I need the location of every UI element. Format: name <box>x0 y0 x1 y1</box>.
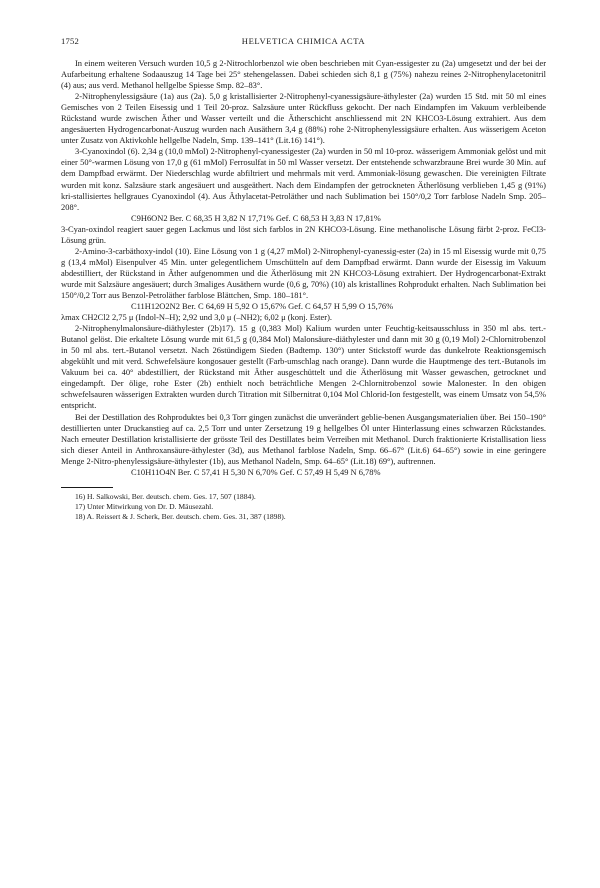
elemental-analysis-amino-indol: C11H12O2N2 Ber. C 64,69 H 5,92 O 15,67% Gef. C 64,57 H 5,99 O 15,76% <box>131 301 394 312</box>
footnotes <box>61 492 546 522</box>
paragraph-cyanoxindol-properties: 3-Cyan-oxindol reagiert sauer gegen Lackmus und löst sich farblos in 2N KHCO3-Lösung. Eine methanolische Lösung färbt 2-proz. FeCl3-Lösung grün. <box>61 223 546 245</box>
paragraph-malonsaeure-diaethylester: 2-Nitrophenylmalonsäure-diäthylester (2b)17). 15 g (0,383 Mol) Kalium wurden unter Feuchtig-keitsausschluss in 350 ml abs. tert.-Butanol gelöst. Die erkaltete Lösung wurde mit 61,5 g (0,384 Mol) Malonsäure-diäthylester und dann mit 30 g (0,19 Mol) 2-Chlornitrobenzol in 50 ml abs. tert.-Butanol versetzt. Nach 26stündigem Sieden (Badtemp. 130°) unter Stickstoff wurde das dunkelrote Reaktionsgemisch abgekühlt und mit verd. Schwefelsäure kongosauer gestellt (Farb-umschlag nach orange). Dann wurde die Hauptmenge des tert.-Butanols im Vakuum bei ca. 40° abdestilliert, der Rückstand mit Äther ausgeschüttelt und die Ätherlösung mit Wasser gewaschen, getrocknet und eingedampft. Der ölige, rohe Ester (2b) enthielt noch beträchtliche Mengen 2-Chlornitrobenzol sowie Malonester. In den obigen schwefelsauren wässerigen Extrakten wurden durch Titration mit Silbernitrat 0,104 Mol Chlorid-Ion festgestellt, was einem Umsatz von 54,5% entspricht. <box>61 323 546 411</box>
ir-data-line: λmax CH2Cl2 2,75 μ (Indol-N–H); 2,92 und 3,0 μ (–NH2); 6,02 μ (konj. Ester). <box>61 312 332 323</box>
paragraph-cyanoxindol: 3-Cyanoxindol (6). 2,34 g (10,0 mMol) 2-Nitrophenyl-cyanessigester (2a) wurden in 50 ml 10-proz. wässerigem Ammoniak gelöst und mit einer 50°-warmen Lösung von 17,0 g (61 mMol) Ferrosulfat in 50 ml Wasser versetzt. Der entstehende schwarzbraune Brei wurde 30 Min. auf dem Dampfbad erwärmt. Der Niederschlag wurde abfiltriert und mehrmals mit verd. Ammoniak-lösung gewaschen. Die vereinigten Filtrate wurden mit konz. Salzsäure stark angesäuert und ausgeäthert. Nach dem Eindampfen der getrockneten Ätherlösung verblieben 1,45 g (91%) kri-stallisiertes hellgraues Cyanoxindol (4). Aus Äthylacetat-Petroläther und nach Sublimation bei 150°/0,2 Torr farblose Nadeln Smp. 205–208°. <box>61 146 546 212</box>
article-body <box>61 58 546 478</box>
elemental-analysis-cyanoxindol: C9H6ON2 Ber. C 68,35 H 3,82 N 17,71% Gef. C 68,53 H 3,83 N 17,81% <box>131 212 381 223</box>
page-number: 1752 <box>61 36 79 46</box>
footnote-rule <box>61 487 113 488</box>
footnote-17: 17) Unter Mitwirkung von Dr. D. Mäusezahl. <box>75 501 214 511</box>
running-header <box>61 36 546 50</box>
paragraph-amino-carbaethoxy-indol: 2-Amino-3-carbäthoxy-indol (10). Eine Lösung von 1 g (4,27 mMol) 2-Nitrophenyl-cyanessig-ester (2a) in 15 ml Eisessig wurde mit 0,75 g (13,4 mMol) Eisenpulver 45 Min. unter gelegentlichem Umschütteln auf dem Dampfbad erwärmt. Dann wurde der Eisessig im Vakuum abdestilliert, der Rückstand in Äther aufgenommen und die Ätherlösung mit 2N KHCO3-Lösung extrahiert. Der Hydrogencarbonat-Extrakt wurde mit Salzsäure angesäuert; durch 3maliges Ausäthern wurde (0,6 g, 70%) (10) als kristallines Rohprodukt erhalten. Nach Sublimation bei 150°/0,2 Torr aus Benzol-Petroläther farblose Blättchen, Smp. 180–181°. <box>61 245 546 300</box>
footnote-16: 16) H. Salkowski, Ber. deutsch. chem. Ges. 17, 507 (1884). <box>75 491 256 501</box>
elemental-analysis-ester: C10H11O4N Ber. C 57,41 H 5,30 N 6,70% Gef. C 57,49 H 5,49 N 6,78% <box>131 466 381 477</box>
paragraph-nitrophenylacetonitril: In einem weiteren Versuch wurden 10,5 g 2-Nitrochlorbenzol wie oben beschrieben mit Cyan-essigester zu (2a) umgesetzt und der bei der Aufarbeitung erhaltene Sodaauszug 14 Tage bei 25° stehengelassen. Dabei schieden sich 8,1 g (75%) nahezu reines 2-Nitrophenylacetonitril (4) aus; aus verd. Methanol hellgelbe Spiesse Smp. 82–83°. <box>61 58 546 91</box>
page <box>61 36 546 522</box>
footnote-18: 18) A. Reissert & J. Scherk, Ber. deutsch. chem. Ges. 31, 387 (1898). <box>75 511 286 521</box>
paragraph-destillation: Bei der Destillation des Rohproduktes bei 0,3 Torr gingen zunächst die unverändert geblie-benen Ausgangsmaterialien über. Bei 150–190° destillierten unter Druckanstieg auf ca. 2,5 Torr und unter Zersetzung 19 g hellgelbes Öl unter Hinterlassung eines schwarzen Rückstandes. Nach erneuter Destillation kristallisierte der grösste Teil des Destillates beim Verreiben mit Methanol. Durch fraktionierte Kristallisation liess sich dieser Anteil in Anthroxansäure-äthylester (3d), aus Methanol farblose Nadeln, Smp. 66–67° (Lit.6) 64–65°) sowie in eine geringere Menge 2-Nitro-phenylessigsäure-äthylester (1b), aus Methanol Nadeln, Smp. 64–65° (Lit.18) 69°), auftrennen. <box>61 411 546 466</box>
journal-title: HELVETICA CHIMICA ACTA <box>241 36 366 46</box>
paragraph-nitrophenylessigsaeure: 2-Nitrophenylessigsäure (1a) aus (2a). 5,0 g kristallisierter 2-Nitrophenyl-cyanessigsäure-äthylester (2a) wurden 15 Std. mit 50 ml eines Gemisches von 2 Teilen Eisessig und 1 Teil 20-proz. Salzsäure unter Rückfluss gekocht. Der nach Eindampfen im Vakuum verbleibende Rückstand wurde zwischen Äther und Wasser verteilt und die Ätherschicht anschliessend mit 2N KHCO3-Lösung extrahiert. Aus dem angesäuerten Hydrogencarbonat-Auszug wurden nach Ausäthern 3,4 g (88%) rohe 2-Nitrophenylessigsäure erhalten. Aus wässerigem Aceton unter Zusatz von Aktivkohle hellgelbe Nadeln, Smp. 139–141° (Lit.16) 141°). <box>61 91 546 146</box>
